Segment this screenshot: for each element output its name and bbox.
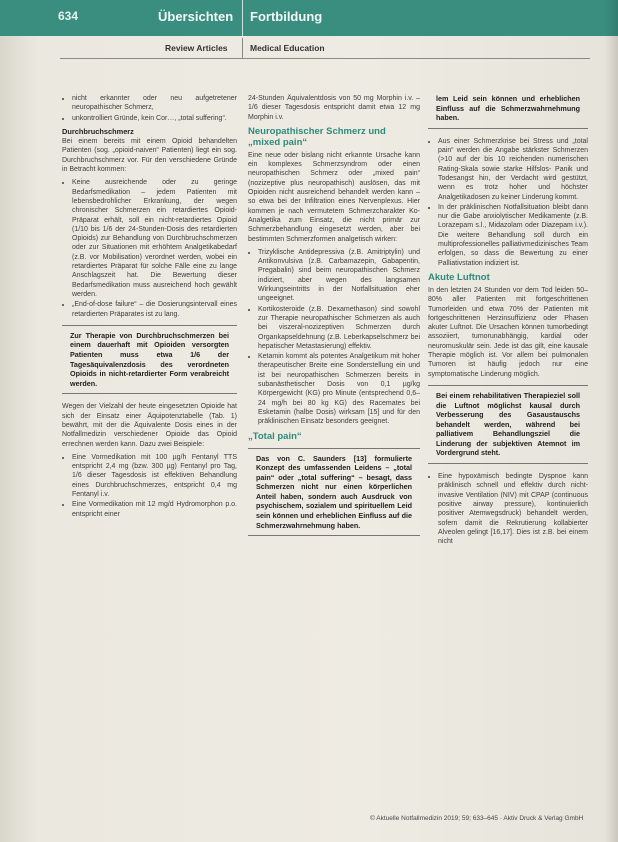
highlight-box: Bei einem rehabilitativen Therapieziel soll die Luftnot möglichst kausal durch Verbesserung des Gasaustauschs behandelt werden, während bei palliativem Behandlungsziel die Linderung der subjektiven Atemnot im Vordergrund steht. [428,385,588,464]
paragraph: Wegen der Vielzahl der heute eingesetzten Opioide hat sich der Einsatz einer Äquipotenztabelle (Tab. 1) bewährt, mit der die Äquivalente Dosis eines in der Notfallmedizin verschiedener Opioide das Opioid errechnen werden kann. Dazu zwei Beispiele: [62,403,237,448]
page-number: 634 [58,9,79,23]
list-item: • „End-of-dose failure“ – die Dosierungsintervall eines retardierten Präparates ist zu lang. [72,300,237,319]
page-shadow [604,0,618,842]
list-item: • In der präklinischen Notfallsituation bleibt dann nur die Gabe anxiolytischer Medikamente (z.B. Lorazepam s.l., Midazolam oder Diazepam i.v.). Die weitere Behandlung soll durch ein multiprofessionelles palliativmedizinisches Team erfolgen, so dass die Bewertung zu einer Palliativstation indiziert ist. [438,203,588,268]
list-item: • Keine ausreichende oder zu geringe Bedarfsmedikation – jedem Patienten mit lebensbedrohlicher Erkrankung, der wegen chronischer Schmerzen ein retardiertes Opioid-Präparat erhält, soll ein nicht-retardiertes Opioid (1/10 bis 1/6 der 24-Stunden-Dosis des retardierten Opioids) zur Behandlung von Durchbruchschmerzen oder zur Situationen mit erhöhtem Analgetikabedarf (z.B. vor Mobilisation) verordnet werden, wobei ein retardiertes Präparat für solche Fälle eine zu lange Anschlagszeit hat. Die Bewertung dieser Bedarfsmedikation muss ausreichend hoch gewählt werden. [72,178,237,299]
highlight-box: Das von C. Saunders [13] formulierte Konzept des umfassenden Leidens – „total pain“ oder „total suffering“ – besagt, dass Schmerzen nicht nur einen körperlichen Anteil haben, sondern auch Ausdruck von psychischem, sozialem und spirituellem Leid sein können und erheblichen Einfluss auf die Schmerzwahrnehmung haben. [248,448,420,537]
list-item: • Ketamin kommt als potentes Analgetikum mit hoher therapeutischer Breite eine Sonderstellung ein und ist bei neuropathischen Schmerzen bereits in subanästhetischer Dosis von 0,1 µg/kg Körpergewicht (KG) pro Minute (entsprechend 0,6–24 mg/h bei 80 kg KG) des Racemates bei Esketamin (halbe Dosis) wirksam [15] und für den präklinischen Einsatz besonders geeignet. [258,352,420,426]
bullet-list [62,94,237,123]
page-footer: © Aktuelle Notfallmedizin 2019; 59; 633–645 · Aktiv Druck & Verlag GmbH [370,815,584,822]
list-item: • Kortikosteroide (z.B. Dexamethason) sind sowohl zur Therapie neuropathischer Schmerzen als auch bei viszeral-nozizeptiven Schmerzen durch Organkapseldehnung (z.B. Leberkapselschmerz bei hepatischer Metastasierung) effektiv. [258,305,420,351]
header-divider [242,0,243,36]
paragraph: 24-Stunden Äquivalentdosis von 50 mg Morphin i.v. – 1/6 dieser Tagesdosis entspricht damit etwa 12 mg Morphin i.v. [248,95,420,121]
list-item: • Trizyklische Antidepressiva (z.B. Amitriptylin) und Antikonvulsiva (z.B. Carbamazepin, Gabapentin, Pregabalin) sind beim neuropathischen Schmerz indiziert, aber wegen des langsamen Wirkungseintritts in der Notfallsituation eher ungeeignet. [258,248,420,304]
section-heading: Neuropathischer Schmerz und „mixed pain“ [248,125,386,148]
list-item: • nicht erkannter oder neu aufgetretener neuropathischer Schmerz, [72,94,237,113]
list-item: • Aus einer Schmerzkrise bei Stress und „total pain“ werden die Angabe stärkster Schmerzen (>10 auf der bis 10 reichenden numerischen Rating-Skala sowie starke Hilfslos- Panik und Todesangst hin, der Verdacht wird gestützt, wenn es trotz hoher und höchster Analgetikadosen zu keiner Linderung kommt. [438,137,588,202]
section-heading: Akute Luftnot [428,271,490,283]
section-title-left: Übersichten [158,9,234,24]
section-heading: „Total pain“ [248,430,302,442]
paragraph: Eine neue oder bislang nicht erkannte Ursache kann ein komplexes Schmerzsyndrom oder einen neuropathischen Schmerz oder „mixed pain“ (nozizeptive plus neuropathisch) auslösen, das mit Opioiden nicht ausreichend behandelt werden kann – so etwa bei der Infiltration eines Nervenplexus. Hier kommen je nach vermutetem Schmerzcharakter Ko-Analgetika zum Einsatz, die nicht primär zur Schmerzbehandlung eingesetzt werden, aber bei bestimmten Schmerzformen analgetisch wirken: [248,151,420,243]
section-title-right: Fortbildung [250,9,323,24]
paragraph: In den letzten 24 Stunden vor dem Tod leiden 50–80% aller Patienten mit fortgeschrittenen Tumorleiden und etwa 70% der Patienten mit fortgeschrittenen Herzinsuffizienz oder Phasen akuter Luftnot. Die Ursachen können tumorbedingt assoziiert, tumorunabhängig, kardial oder neuromuskulär sein. Jede ist das gilt, eine kausale Therapie möglich ist. Vor allem bei pulmonalen Tumoren ist häufig jedoch nur eine symptomatische Linderung möglich. [428,286,588,378]
bullet-list [248,248,420,427]
header-rule [60,58,590,59]
list-item: • Eine Vormedikation mit 12 mg/d Hydromorphon p.o. entspricht einer [72,500,237,519]
bullet-list [428,137,588,268]
subtitle-left: Review Articles [165,43,228,53]
subtitle-divider [242,38,243,58]
list-item: • unkontrolliert Gründe, kein Cor…, „total suffering“. [72,114,237,123]
highlight-box: Zur Therapie von Durchbruchschmerzen bei einem dauerhaft mit Opioiden versorgten Patienten muss etwa 1/6 der Tagesäquivalenzdosis des verordneten Opioids in nicht-retardierter Form verabreicht werden. [62,325,237,395]
list-item: • Eine Vormedikation mit 100 µg/h Fentanyl TTS entspricht 2,4 mg (bzw. 300 µg) Fentanyl pro Tag, 1/6 dieser Tagesdosis ist effektiven Behandlung eines Durchbruchschmerzes, entspricht 0,4 mg Fentanyl i.v. [72,453,237,499]
bullet-list [428,472,588,546]
subtitle-right: Medical Education [250,43,325,53]
highlight-box-continued: lem Leid sein können und erheblichen Einfluss auf die Schmerzwahrnehmung haben. [428,94,588,129]
page-header [0,0,618,36]
bullet-list [62,178,237,318]
paragraph: Bei einem bereits mit einem Opioid behandelten Patienten (sog. „opioid-naiven“ Patienten) liegt ein sog. Durchbruchschmerz vor. Für den verschiedene Gründe in Betracht kommen: [62,138,237,174]
list-item: • Eine hypoxämisch bedingte Dyspnoe kann präklinisch schnell und effektiv durch nicht-invasive Ventilation (NIV) mit CPAP (continuous positive airway pressure), kontinuierlich positiver Atemwegsdruck) behandelt werden, sofern damit die Rekrutierung kollabierter Alveolen gelingt [16,17]. Dies ist z.B. bei einem nicht [438,472,588,546]
column-1 [62,94,237,523]
subheading: Durchbruchschmerz [62,126,134,136]
column-3 [428,94,588,550]
bullet-list [62,453,237,519]
column-2 [248,94,420,544]
